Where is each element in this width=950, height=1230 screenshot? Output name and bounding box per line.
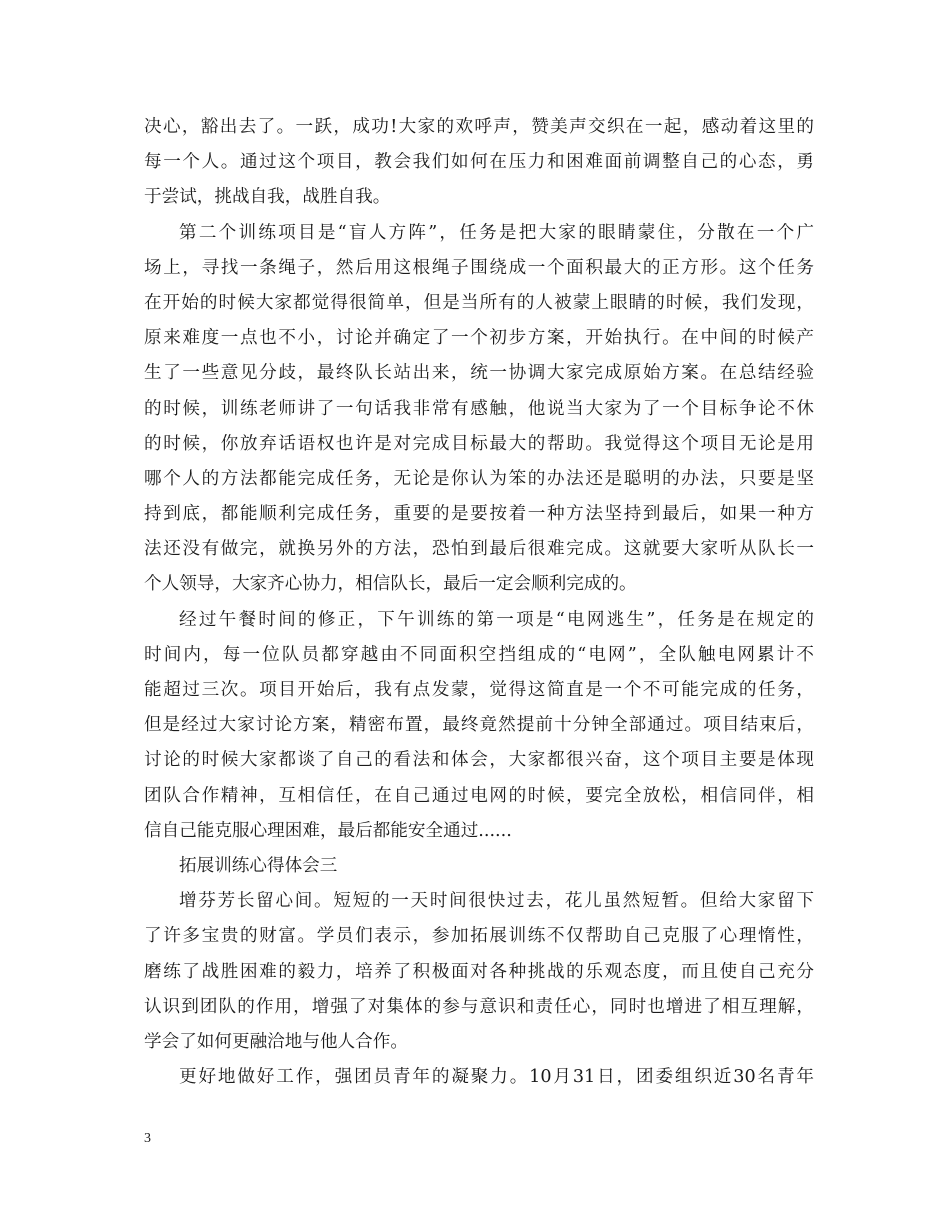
text-line: 第二个训练项目是“盲人方阵”，任务是把大家的眼睛蒙住，分散在一个广 (179, 222, 814, 243)
text-line: 持到底，都能顺利完成任务，重要的是要按着一种方法坚持到最后，如果一种方 (144, 504, 814, 525)
text-line: 决心，豁出去了。一跃，成功!大家的欢呼声，赞美声交织在一起，感动着这里的 (144, 117, 814, 137)
text-line: 的时候，训练老师讲了一句话我非常有感触，他说当大家为了一个目标争论不休 (144, 398, 814, 419)
text-line: 磨练了战胜困难的毅力，培养了积极面对各种挑战的乐观态度，而且使自己充分 (144, 961, 814, 982)
text-line: 生了一些意见分歧，最终队长站出来，统一协调大家完成原始方案。在总结经验 (144, 363, 814, 384)
text-line: 增芬芳长留心间。短短的一天时间很快过去，花儿虽然短暂。但给大家留下 (179, 891, 814, 912)
text-line: 了许多宝贵的财富。学员们表示，参加拓展训练不仅帮助自己克服了心理惰性， (144, 926, 814, 947)
text-line: 法还没有做完，就换另外的方法，恐怕到最后很难完成。这就要大家听从队长一 (144, 539, 814, 560)
text-line: 哪个人的方法都能完成任务，无论是你认为笨的办法还是聪明的办法，只要是坚 (144, 468, 814, 489)
text-line: 场上，寻找一条绳子，然后用这根绳子围绕成一个面积最大的正方形。这个任务 (144, 257, 814, 278)
text-line: 更好地做好工作，强团员青年的凝聚力。10月31日，团委组织近30名青年 (179, 1067, 814, 1088)
page-number: 3 (144, 1131, 151, 1146)
text-line: 在开始的时候大家都觉得很简单，但是当所有的人被蒙上眼睛的时候，我们发现， (144, 292, 814, 313)
text-line: 原来难度一点也不小，讨论并确定了一个初步方案，开始执行。在中间的时候产 (144, 328, 814, 349)
body-text (144, 110, 814, 1095)
text-line: 团队合作精神，互相信任，在自己通过电网的时候，要完全放松，相信同伴，相 (144, 785, 814, 806)
text-line: 个人领导，大家齐心协力，相信队长，最后一定会顺利完成的。 (144, 574, 637, 595)
text-line: 的时候，你放弃话语权也许是对完成目标最大的帮助。我觉得这个项目无论是用 (144, 433, 814, 454)
text-line: 学会了如何更融洽地与他人合作。 (144, 1031, 408, 1052)
text-line: 时间内，每一位队员都穿越由不同面积空挡组成的“电网”，全队触电网累计不 (144, 644, 814, 665)
text-line: 但是经过大家讨论方案，精密布置，最终竟然提前十分钟全部通过。项目结束后， (144, 715, 814, 736)
text-line: 能超过三次。项目开始后，我有点发蒙，觉得这简直是一个不可能完成的任务， (144, 680, 814, 700)
section-heading: 拓展训练心得体会三 (179, 855, 338, 876)
text-line: 于尝试，挑战自我，战胜自我。 (144, 187, 391, 208)
text-line: 认识到团队的作用，增强了对集体的参与意识和责任心，同时也增进了相互理解， (144, 996, 814, 1017)
text-line: 信自己能克服心理困难，最后都能安全通过...... (144, 820, 512, 841)
text-line: 讨论的时候大家都谈了自己的看法和体会，大家都很兴奋，这个项目主要是体现 (144, 750, 814, 771)
text-line: 经过午餐时间的修正，下午训练的第一项是“电网逃生”，任务是在规定的 (179, 609, 814, 630)
text-line: 每一个人。通过这个项目，教会我们如何在压力和困难面前调整自己的心态，勇 (144, 152, 814, 173)
